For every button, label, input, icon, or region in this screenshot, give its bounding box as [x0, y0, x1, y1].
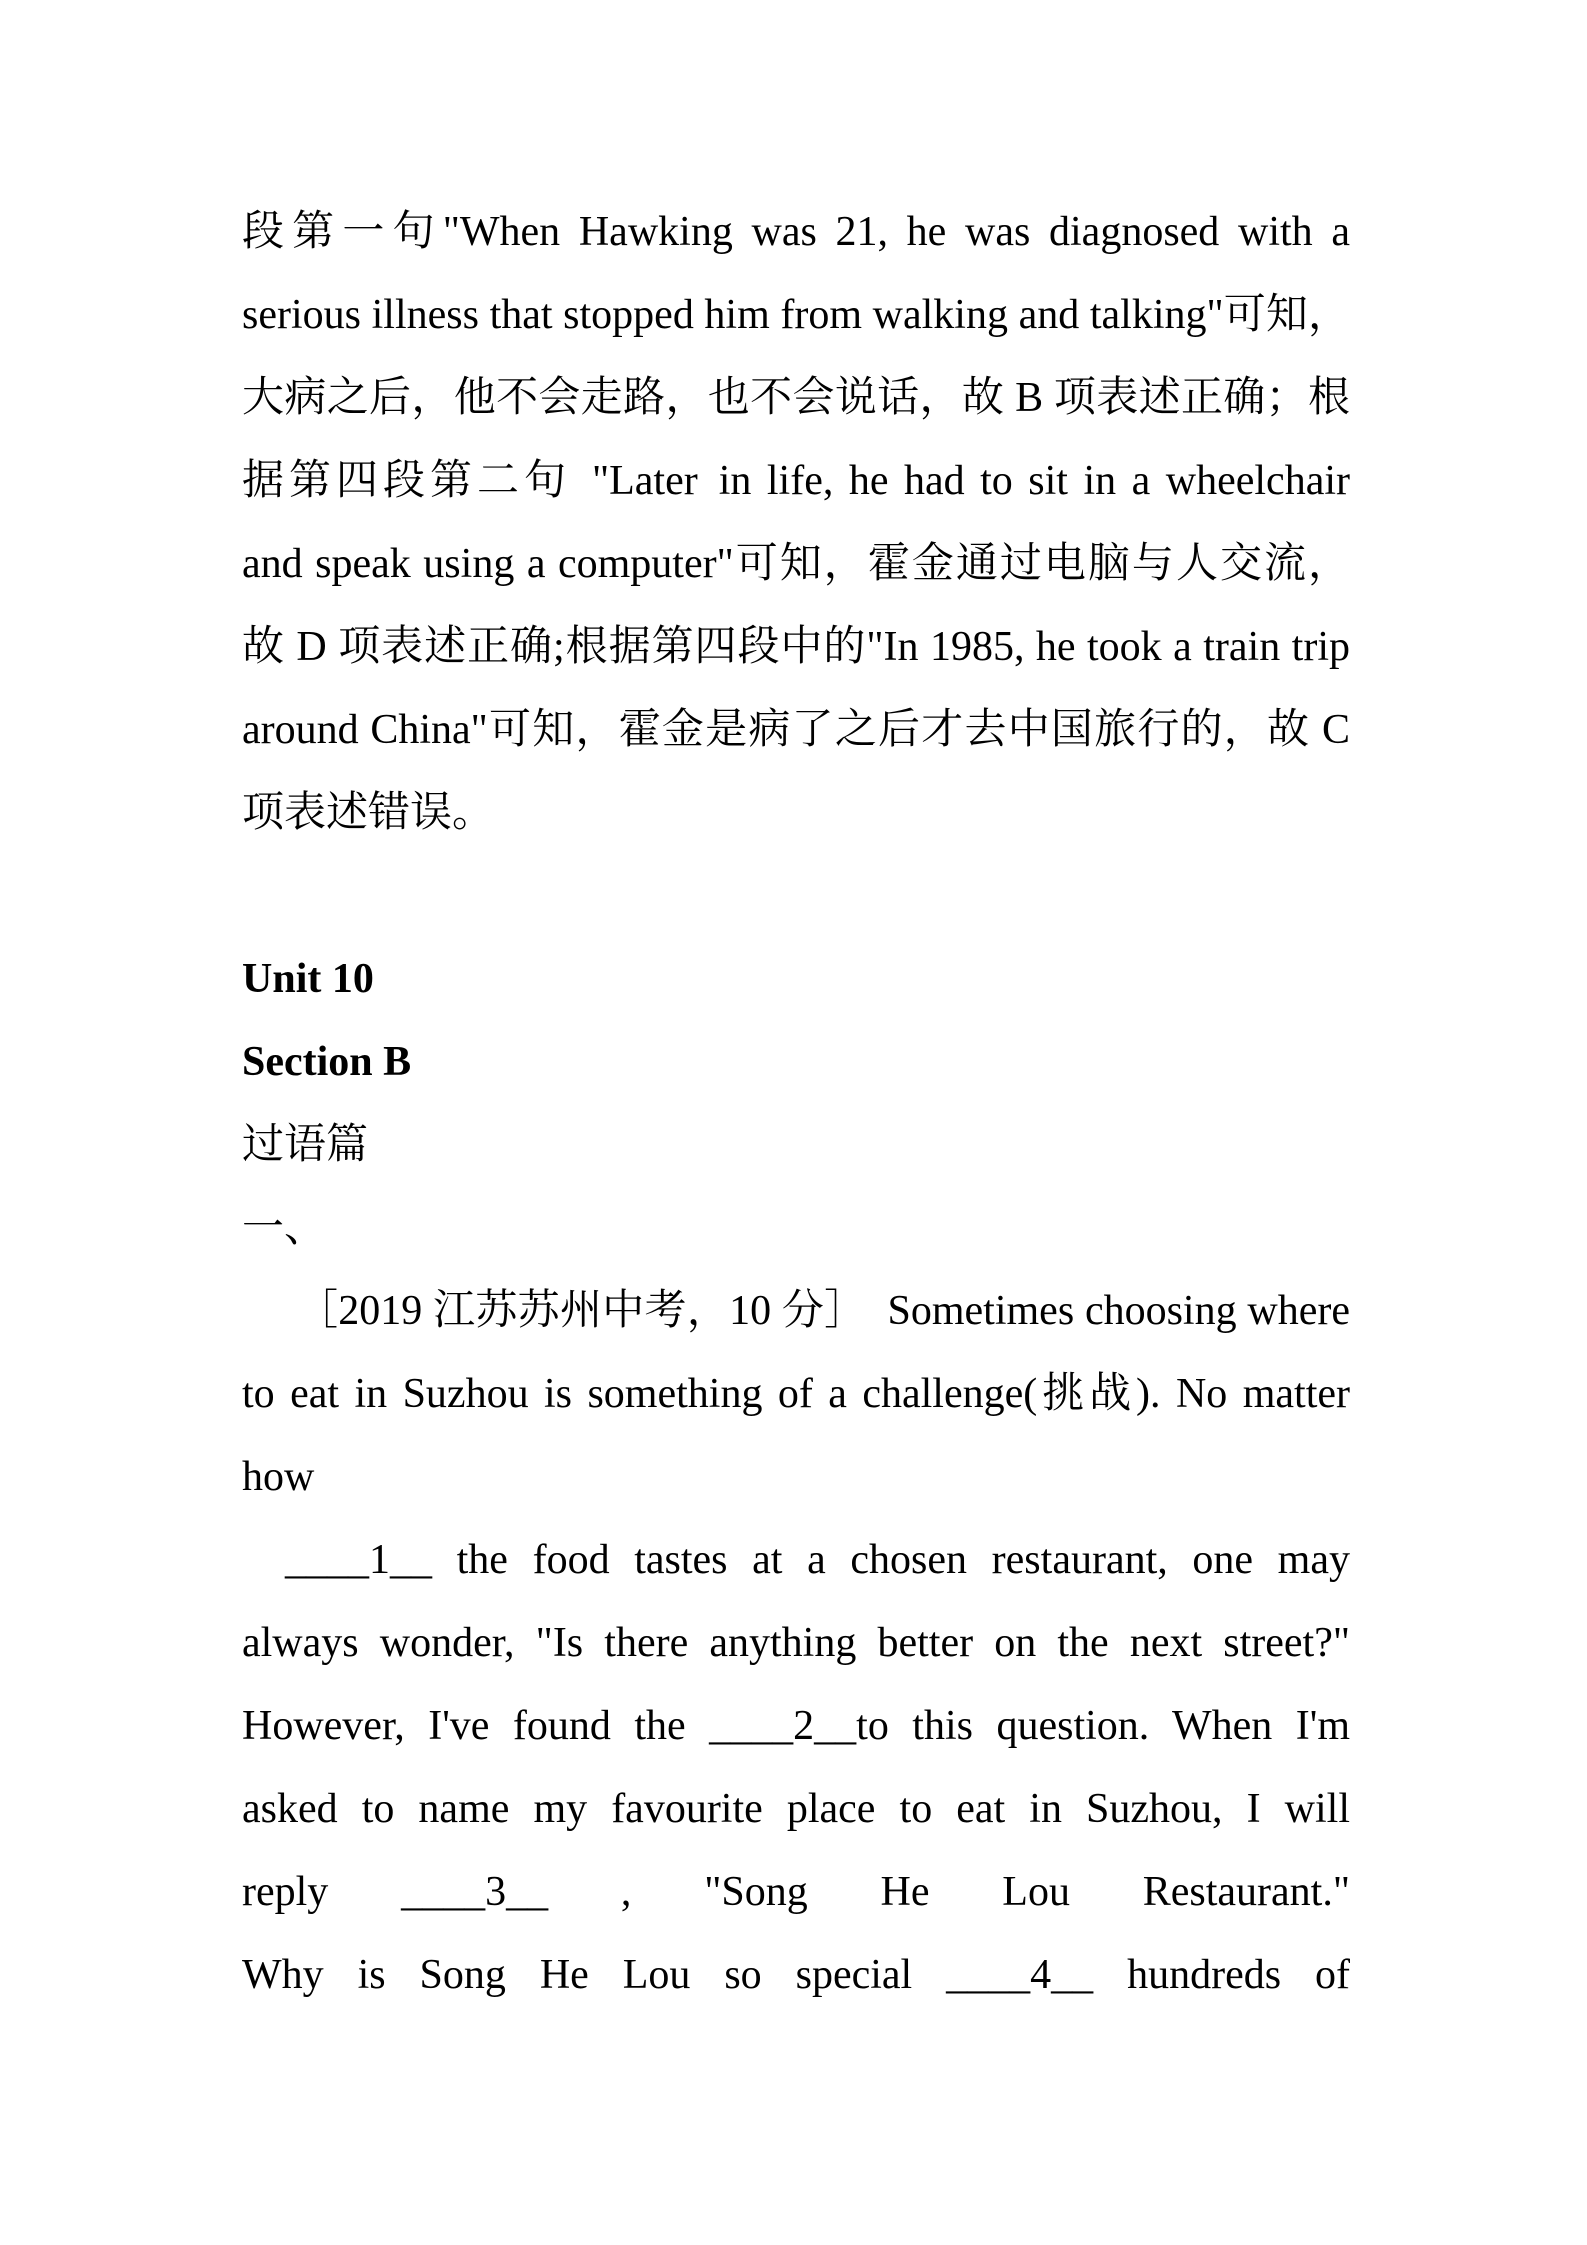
- text-block: [242, 191, 1350, 2017]
- passage-line: how: [242, 1454, 315, 1500]
- explanation-line: around China"可知，霍金是病了之后才去中国旅行的，故 C: [242, 707, 1350, 753]
- passage-line-blank-4: Why is Song He Lou so special ____4__ hundreds of: [242, 1952, 1350, 1998]
- explanation-line: 据第四段第二句 "Later in life, he had to sit in a wheelchair: [242, 458, 1350, 504]
- passage-type-label: 过语篇: [242, 1122, 369, 1168]
- unit-title: Unit 10: [242, 956, 374, 1002]
- passage-line-blank-2: However, I've found the ____2__to this question. When I'm: [242, 1703, 1350, 1749]
- part-number-label: 一、: [242, 1205, 327, 1251]
- explanation-line-last: 项表述错误。: [242, 790, 495, 836]
- explanation-line: serious illness that stopped him from walking and talking"可知，: [242, 292, 1350, 338]
- passage-line: asked to name my favourite place to eat in Suzhou, I will: [242, 1786, 1350, 1832]
- explanation-line: 大病之后，他不会走路，也不会说话，故 B 项表述正确；根: [242, 375, 1350, 421]
- explanation-line: and speak using a computer"可知，霍金通过电脑与人交流，: [242, 541, 1350, 587]
- passage-line: always wonder, "Is there anything better on the next street?": [242, 1620, 1350, 1666]
- passage-line-source: ［2019 江苏苏州中考，10 分］ Sometimes choosing where: [296, 1288, 1350, 1334]
- passage-line: to eat in Suzhou is something of a challenge(挑战). No matter: [242, 1371, 1350, 1417]
- explanation-line: 故 D 项表述正确;根据第四段中的"In 1985, he took a train trip: [242, 624, 1350, 670]
- section-title: Section B: [242, 1039, 412, 1085]
- explanation-line: 段第一句"When Hawking was 21, he was diagnosed with a: [242, 209, 1350, 255]
- blank-line: [242, 855, 1350, 938]
- passage-line-blank-1: ____1__ the food tastes at a chosen restaurant, one may: [285, 1537, 1350, 1583]
- passage-line-blank-3: reply ____3__ , "Song He Lou Restaurant.": [242, 1869, 1350, 1915]
